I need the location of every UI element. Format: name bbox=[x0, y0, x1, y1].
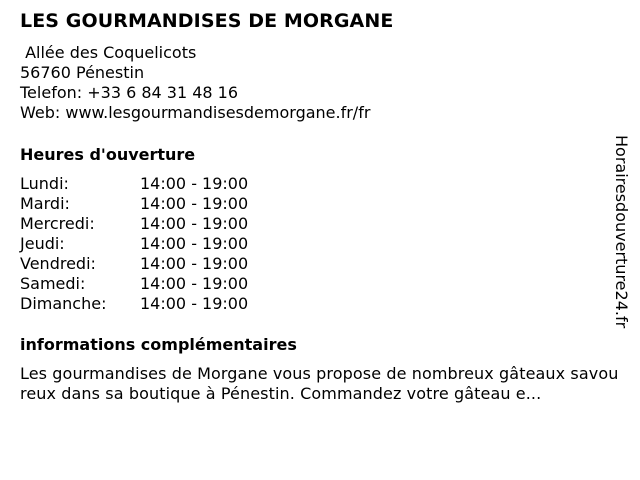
time-range: 14:00 - 19:00 bbox=[140, 174, 249, 193]
site-watermark: Horairesdouverture24.fr bbox=[612, 135, 631, 329]
hours-row-sunday bbox=[20, 294, 320, 314]
hours-row-thursday bbox=[20, 234, 320, 254]
phone-number: Telefon: +33 6 84 31 48 16 bbox=[20, 83, 239, 102]
day-label: Jeudi: bbox=[20, 234, 65, 253]
time-range: 14:00 - 19:00 bbox=[140, 234, 249, 253]
hours-row-wednesday bbox=[20, 214, 320, 234]
business-name: LES GOURMANDISES DE MORGANE bbox=[20, 10, 394, 32]
hours-table bbox=[20, 174, 320, 314]
time-range: 14:00 - 19:00 bbox=[140, 214, 249, 233]
address-block bbox=[20, 43, 370, 123]
day-label: Mardi: bbox=[20, 194, 70, 213]
day-label: Lundi: bbox=[20, 174, 69, 193]
hours-row-monday bbox=[20, 174, 320, 194]
city-postcode: 56760 Pénestin bbox=[20, 63, 145, 82]
hours-row-tuesday bbox=[20, 194, 320, 214]
info-heading: informations complémentaires bbox=[20, 335, 297, 354]
time-range: 14:00 - 19:00 bbox=[140, 274, 249, 293]
street-address: Allée des Coquelicots bbox=[20, 43, 197, 62]
hours-row-friday bbox=[20, 254, 320, 274]
time-range: 14:00 - 19:00 bbox=[140, 254, 249, 273]
day-label: Mercredi: bbox=[20, 214, 95, 233]
time-range: 14:00 - 19:00 bbox=[140, 294, 249, 313]
day-label: Samedi: bbox=[20, 274, 86, 293]
day-label: Vendredi: bbox=[20, 254, 96, 273]
hours-heading: Heures d'ouverture bbox=[20, 145, 196, 164]
website: Web: www.lesgourmandisesdemorgane.fr/fr bbox=[20, 103, 371, 122]
time-range: 14:00 - 19:00 bbox=[140, 194, 249, 213]
info-description: Les gourmandises de Morgane vous propose de nombreux gâteaux savoureux dans sa boutique à Pénestin. Commandez votre gâteau e... bbox=[20, 364, 619, 403]
day-label: Dimanche: bbox=[20, 294, 107, 313]
hours-row-saturday bbox=[20, 274, 320, 294]
